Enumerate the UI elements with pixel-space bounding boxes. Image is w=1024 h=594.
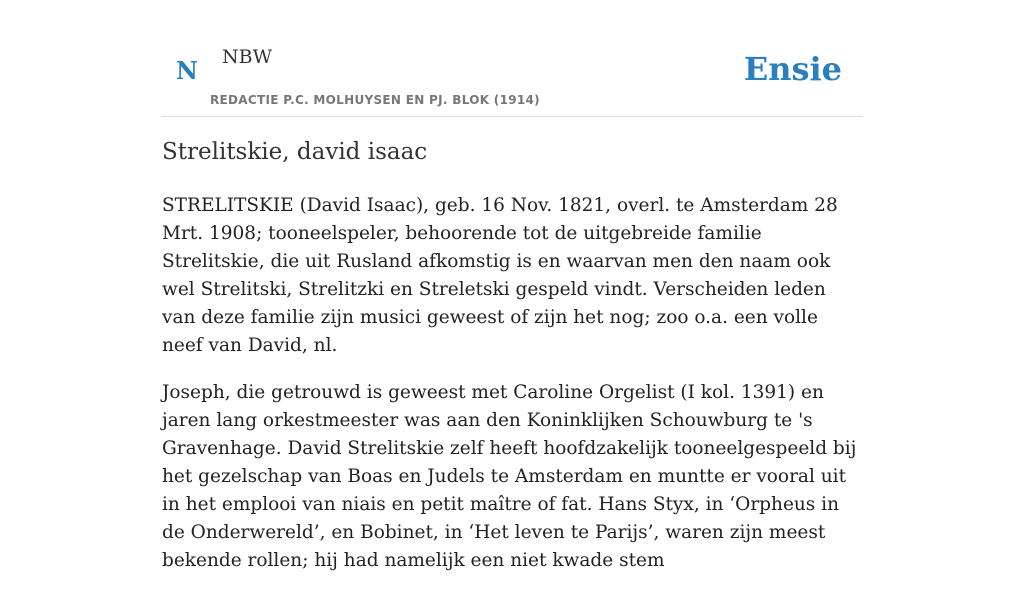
article-body (162, 192, 862, 594)
article-paragraph: Joseph, die getrouwd is geweest met Caroline Orgelist (I kol. 1391) en jaren lang orkestmeester was aan den Koninklijken Schouwburg te 's Gravenhage. David Strelitskie zelf heeft hoofdzakelijk tooneelgespeeld bij het gezelschap van Boas en Judels te Amsterdam en muntte er vooral uit in het emplooi van niais en petit maître of fat. Hans Styx, in ‘Orpheus in de Onderwereld’, en Bobinet, in ‘Het leven te Parijs’, waren zijn meest bekende rollen; hij had namelijk een niet kwade stem (162, 382, 857, 571)
source-logo-icon[interactable]: N (176, 56, 198, 85)
article-title: Strelitskie, david isaac (162, 139, 428, 165)
source-name-link[interactable]: NBW (222, 46, 273, 68)
article-paragraph: STRELITSKIE (David Isaac), geb. 16 Nov. 1821, overl. te Amsterdam 28 Mrt. 1908; tooneelspeler, behoorende tot de uitgebreide familie Strelitskie, die uit Rusland afkomstig is en waarvan men den naam ook wel Strelitski, Strelitzki en Streletski gespeld vindt. Verscheiden leden van deze familie zijn musici geweest of zijn het nog; zoo o.a. een volle neef van David, nl. (162, 195, 838, 356)
source-header (162, 0, 862, 117)
ensie-brand-logo[interactable]: Ensie (743, 50, 842, 88)
source-editors: REDACTIE P.C. MOLHUYSEN EN PJ. BLOK (1914) (210, 93, 540, 107)
